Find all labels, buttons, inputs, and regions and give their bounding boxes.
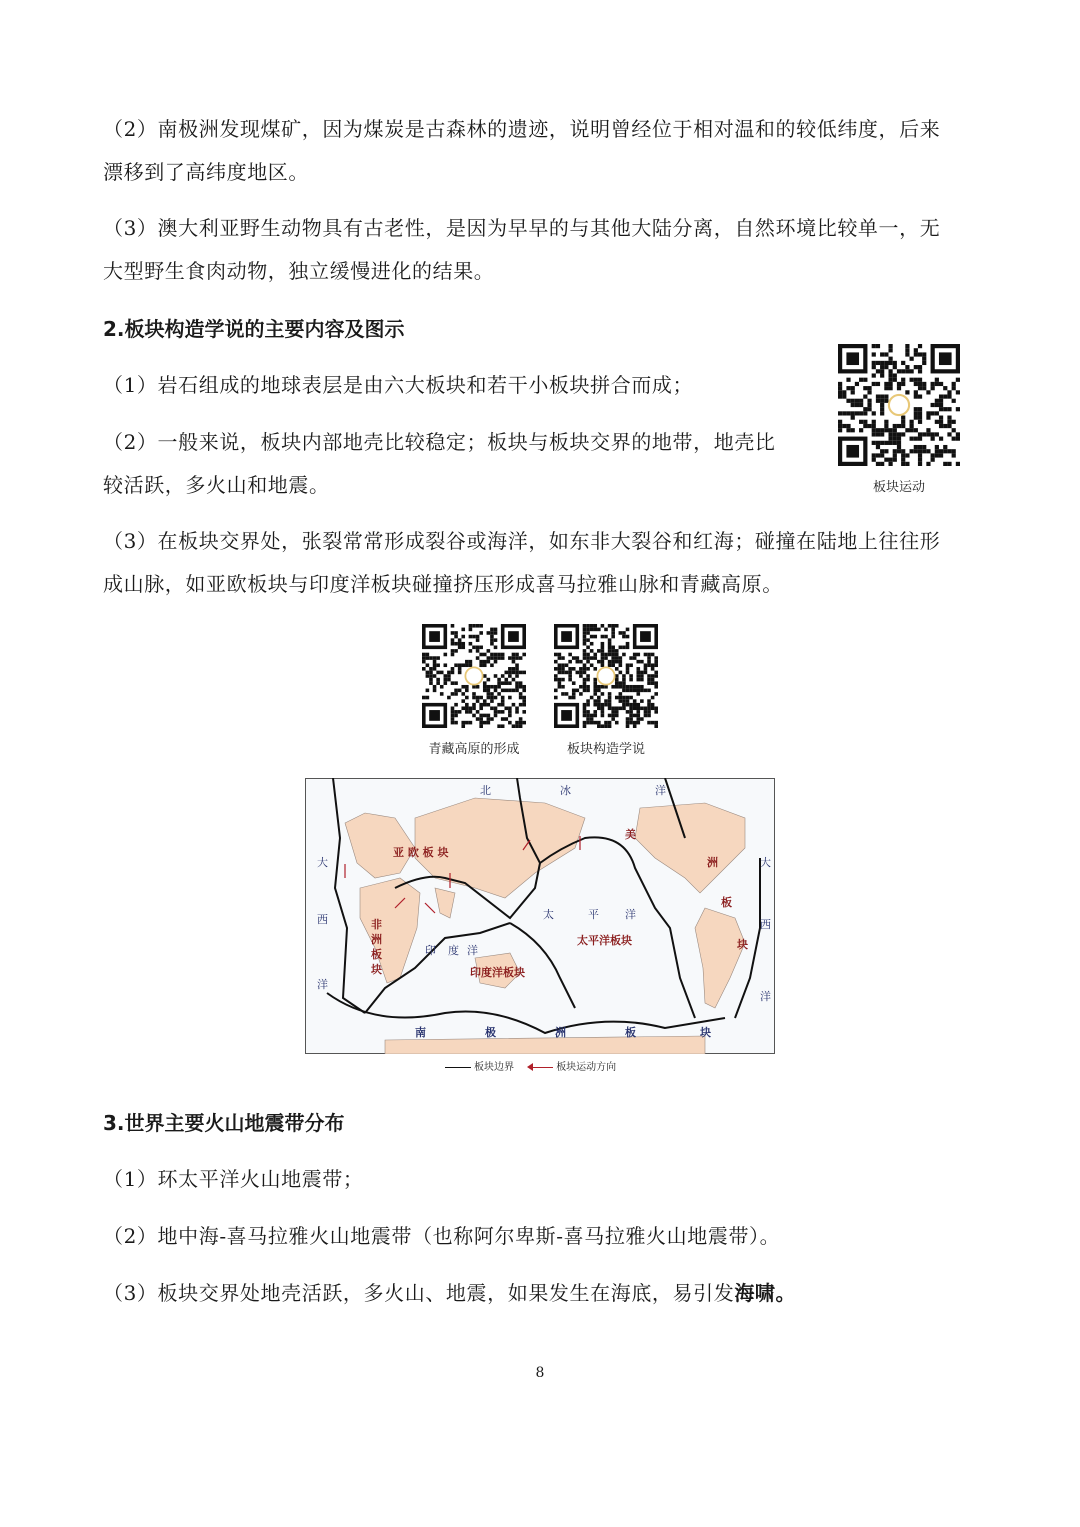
section-heading-plate-tectonics: 2.板块构造学说的主要内容及图示 (103, 317, 405, 341)
plate-item-2-line1: （2）一般来说，板块内部地壳比较稳定；板块与板块交界的地带，地壳比 (103, 430, 776, 454)
label-indian-3: 洋 (467, 944, 478, 957)
label-antarctic-5: 块 (700, 1026, 711, 1039)
paragraph-australia-wildlife-line2: 大型野生食肉动物，独立缓慢进化的结果。 (103, 259, 495, 283)
legend-direction-label: 板块运动方向 (556, 1062, 617, 1073)
label-america-1: 美 (625, 828, 636, 841)
qr-code-tibet-plateau[interactable] (418, 624, 530, 757)
legend-arrow-icon (529, 1067, 553, 1068)
paragraph-antarctica-coal-line1: （2）南极洲发现煤矿，因为煤炭是古森林的遗迹，说明曾经位于相对温和的较低纬度，后来 (103, 117, 941, 141)
label-pacific-3: 洋 (625, 908, 636, 921)
label-america-4: 块 (737, 938, 748, 951)
qr-code-icon (835, 344, 963, 466)
label-arctic-1: 北 (480, 784, 491, 797)
label-america-3: 板 (721, 896, 732, 909)
label-antarctic-1: 南 (415, 1026, 426, 1039)
label-africa-1: 非 (371, 918, 382, 931)
paragraph-antarctica-coal-line2: 漂移到了高纬度地区。 (103, 160, 309, 184)
label-eurasian-plate: 亚 欧 板 块 (393, 846, 449, 859)
qr-caption-plate-theory: 板块构造学说 (566, 742, 645, 757)
label-africa-4: 块 (371, 963, 382, 976)
volcano-item-3 (103, 1277, 796, 1306)
volcano-item-3-bold: 海啸。 (734, 1281, 797, 1305)
page-number: 8 (535, 1365, 545, 1381)
label-indian-1: 印 (425, 944, 436, 957)
label-atlantic-left-1: 大 (317, 856, 328, 869)
label-indian-plate: 印度洋板块 (470, 966, 525, 979)
label-pacific-plate: 太平洋板块 (577, 934, 632, 947)
paragraph-australia-wildlife-line1: （3）澳大利亚野生动物具有古老性，是因为早早的与其他大陆分离，自然环境比较单一，无 (103, 216, 941, 240)
label-antarctic-2: 极 (485, 1026, 496, 1039)
label-atlantic-right-2: 西 (760, 918, 771, 931)
label-arctic-2: 冰 (560, 784, 571, 797)
label-atlantic-left-3: 洋 (317, 978, 328, 991)
label-indian-2: 度 (448, 944, 459, 957)
label-atlantic-right-1: 大 (760, 856, 771, 869)
label-africa-3: 板 (371, 948, 382, 961)
map-legend (445, 1058, 616, 1073)
label-atlantic-right-3: 洋 (760, 990, 771, 1003)
qr-code-icon (418, 624, 530, 728)
section-heading-volcano-belts: 3.世界主要火山地震带分布 (103, 1111, 345, 1135)
label-atlantic-left-2: 西 (317, 913, 328, 926)
label-antarctic-4: 板 (625, 1026, 636, 1039)
plate-item-2-line2: 较活跃，多火山和地震。 (103, 473, 330, 497)
label-pacific-1: 太 (543, 908, 554, 921)
qr-code-icon (552, 624, 660, 728)
label-arctic-3: 洋 (655, 784, 666, 797)
label-america-2: 洲 (707, 856, 718, 869)
plate-item-1: （1）岩石组成的地球表层是由六大板块和若干小板块拼合而成； (103, 373, 694, 397)
legend-boundary-swatch (445, 1067, 471, 1068)
volcano-item-1: （1）环太平洋火山地震带； (103, 1167, 364, 1191)
plate-item-3-line2: 成山脉，如亚欧板块与印度洋板块碰撞挤压形成喜马拉雅山脉和青藏高原。 (103, 572, 783, 596)
label-africa-2: 洲 (371, 933, 382, 946)
plate-item-3-line1: （3）在板块交界处，张裂常常形成裂谷或海洋，如东非大裂谷和红海；碰撞在陆地上往往形 (103, 529, 941, 553)
qr-code-plate-theory[interactable] (552, 624, 660, 757)
world-plates-map (305, 778, 775, 1054)
label-pacific-2: 平 (588, 908, 599, 921)
legend-boundary-label: 板块边界 (474, 1062, 514, 1073)
volcano-item-2: （2）地中海-喜马拉雅火山地震带（也称阿尔卑斯-喜马拉雅火山地震带）。 (103, 1224, 781, 1248)
volcano-item-3-text: （3）板块交界处地壳活跃，多火山、地震，如果发生在海底，易引发 (103, 1281, 735, 1305)
qr-caption-plate-motion: 板块运动 (872, 480, 925, 495)
qr-caption-tibet-plateau: 青藏高原的形成 (428, 742, 520, 757)
qr-code-plate-motion[interactable] (835, 344, 963, 495)
label-antarctic-3: 洲 (555, 1026, 566, 1039)
